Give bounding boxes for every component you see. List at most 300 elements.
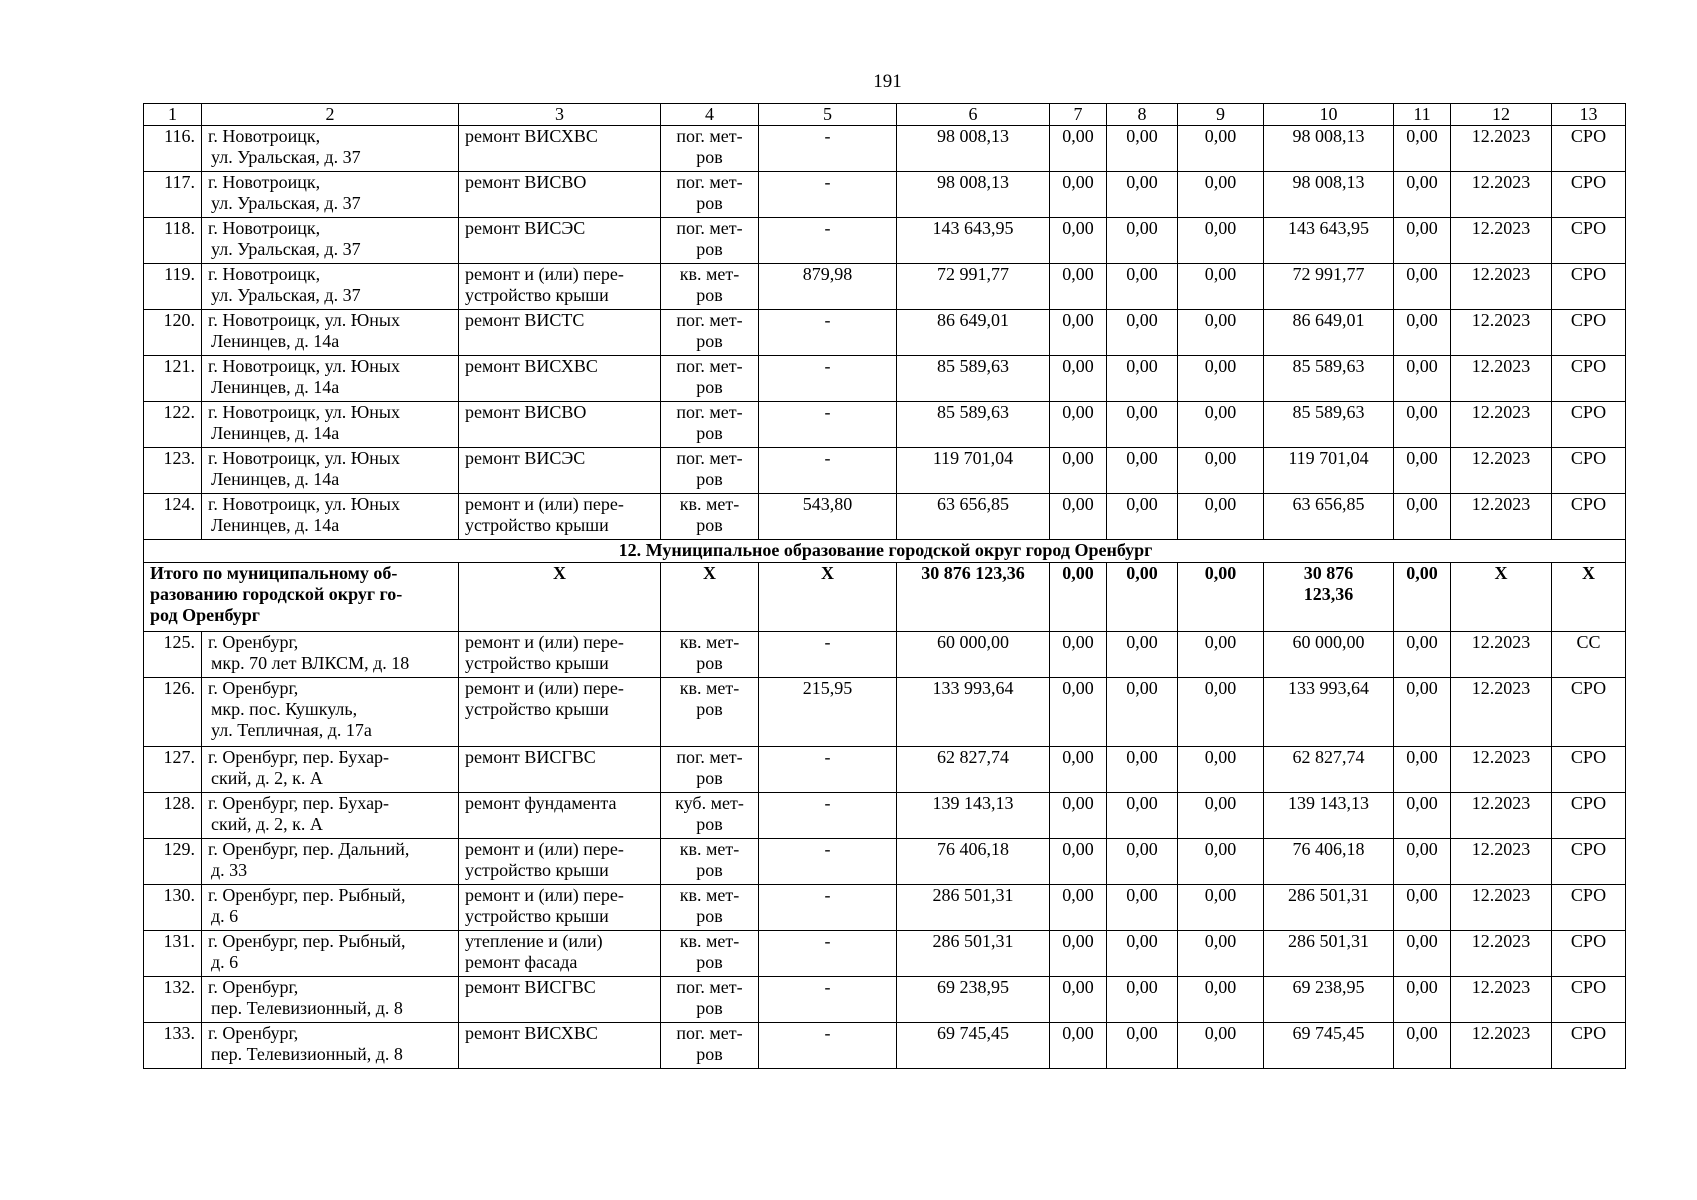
work-type-cell (459, 839, 661, 885)
work-type-cell-line: ремонт и (или) пере- (465, 632, 624, 652)
row-number: 123. (144, 448, 202, 494)
address-cell-line: ский, д. 2, к. А (211, 768, 323, 788)
unit-cell-line: ров (696, 1044, 723, 1064)
col-8-cell: 0,00 (1107, 494, 1178, 540)
unit-cell-line: пог. мет- (676, 448, 743, 468)
col-11-cell: 0,00 (1394, 264, 1451, 310)
address-cell-line: пер. Телевизионный, д. 8 (211, 1044, 403, 1064)
col-8-cell: 0,00 (1107, 747, 1178, 793)
total-col-12: X (1451, 563, 1552, 632)
address-cell-line: г. Оренбург, (208, 1023, 299, 1043)
work-type-cell-line: ремонт ВИСХВС (465, 1023, 598, 1043)
row-number: 119. (144, 264, 202, 310)
work-type-cell-line: ремонт фасада (465, 952, 578, 972)
unit-cell-line: ров (696, 147, 723, 167)
table-row (144, 632, 1626, 678)
work-type-cell (459, 218, 661, 264)
deadline-cell: 12.2023 (1451, 747, 1552, 793)
unit-cell (661, 839, 759, 885)
total-cost-cell: 98 008,13 (897, 172, 1050, 218)
table-row (144, 448, 1626, 494)
table-row (144, 494, 1626, 540)
address-cell (202, 356, 459, 402)
volume-cell: - (759, 931, 897, 977)
deadline-cell: 12.2023 (1451, 793, 1552, 839)
unit-cell (661, 264, 759, 310)
col-8-cell: 0,00 (1107, 402, 1178, 448)
method-cell: СРО (1552, 402, 1626, 448)
work-type-cell-line: ремонт ВИСХВС (465, 356, 598, 376)
header-col-2: 2 (202, 104, 459, 126)
total-label-line: род Оренбург (150, 605, 260, 625)
unit-cell-line: ров (696, 423, 723, 443)
address-cell-line: ул. Уральская, д. 37 (211, 147, 361, 167)
total-cost-cell: 85 589,63 (897, 402, 1050, 448)
col-7-cell: 0,00 (1050, 931, 1107, 977)
volume-cell: - (759, 632, 897, 678)
address-cell-line: ул. Тепличная, д. 17а (211, 720, 372, 740)
deadline-cell: 12.2023 (1451, 839, 1552, 885)
repair-program-table (143, 103, 1626, 1069)
volume-cell: 879,98 (759, 264, 897, 310)
unit-cell (661, 793, 759, 839)
total-col-9: 0,00 (1178, 563, 1264, 632)
work-type-cell-line: утепление и (или) (465, 931, 603, 951)
address-cell-line: д. 33 (211, 860, 248, 880)
method-cell: СРО (1552, 356, 1626, 402)
address-cell (202, 931, 459, 977)
deadline-cell: 12.2023 (1451, 448, 1552, 494)
unit-cell-line: ров (696, 952, 723, 972)
header-col-6: 6 (897, 104, 1050, 126)
method-cell: СРО (1552, 747, 1626, 793)
address-cell-line: г. Новотроицк, ул. Юных (208, 402, 401, 422)
col-7-cell: 0,00 (1050, 356, 1107, 402)
method-cell: СРО (1552, 678, 1626, 747)
page-number: 191 (873, 71, 902, 92)
deadline-cell: 12.2023 (1451, 678, 1552, 747)
total-col-13: X (1552, 563, 1626, 632)
col-10-cell: 133 993,64 (1264, 678, 1394, 747)
col-11-cell: 0,00 (1394, 172, 1451, 218)
address-cell-line: г. Оренбург, (208, 678, 299, 698)
unit-cell-line: пог. мет- (676, 977, 743, 997)
work-type-cell (459, 126, 661, 172)
work-type-cell-line: ремонт ВИСХВС (465, 126, 598, 146)
work-type-cell (459, 264, 661, 310)
col-11-cell: 0,00 (1394, 747, 1451, 793)
total-cost-cell: 98 008,13 (897, 126, 1050, 172)
col-10-cell: 76 406,18 (1264, 839, 1394, 885)
unit-cell (661, 977, 759, 1023)
unit-cell-line: ров (696, 906, 723, 926)
row-number: 127. (144, 747, 202, 793)
unit-cell-line: ров (696, 653, 723, 673)
header-col-1: 1 (144, 104, 202, 126)
method-cell: СРО (1552, 126, 1626, 172)
address-cell (202, 448, 459, 494)
work-type-cell-line: ремонт ВИСЭС (465, 448, 586, 468)
method-cell: СРО (1552, 839, 1626, 885)
total-col-4: X (661, 563, 759, 632)
col-9-cell: 0,00 (1178, 402, 1264, 448)
method-cell: СС (1552, 632, 1626, 678)
address-cell-line: мкр. 70 лет ВЛКСМ, д. 18 (211, 653, 410, 673)
unit-cell (661, 885, 759, 931)
address-cell-line: ский, д. 2, к. А (211, 814, 323, 834)
col-9-cell: 0,00 (1178, 747, 1264, 793)
table-body (144, 104, 1626, 1069)
address-cell-line: пер. Телевизионный, д. 8 (211, 998, 403, 1018)
address-cell (202, 494, 459, 540)
volume-cell: - (759, 126, 897, 172)
unit-cell-line: кв. мет- (679, 494, 740, 514)
header-col-13: 13 (1552, 104, 1626, 126)
unit-cell (661, 931, 759, 977)
col-7-cell: 0,00 (1050, 126, 1107, 172)
volume-cell: - (759, 885, 897, 931)
header-col-3: 3 (459, 104, 661, 126)
unit-cell-line: ров (696, 469, 723, 489)
address-cell-line: г. Оренбург, пер. Бухар- (208, 747, 390, 767)
col-11-cell: 0,00 (1394, 356, 1451, 402)
col-7-cell: 0,00 (1050, 402, 1107, 448)
total-col-3: X (459, 563, 661, 632)
volume-cell: - (759, 310, 897, 356)
col-10-cell: 63 656,85 (1264, 494, 1394, 540)
col-11-cell: 0,00 (1394, 402, 1451, 448)
col-11-cell: 0,00 (1394, 931, 1451, 977)
total-cost-cell: 85 589,63 (897, 356, 1050, 402)
total-cost-cell: 133 993,64 (897, 678, 1050, 747)
col-11-cell: 0,00 (1394, 839, 1451, 885)
volume-cell: - (759, 839, 897, 885)
work-type-cell-line: ремонт ВИСТС (465, 310, 585, 330)
address-cell (202, 218, 459, 264)
row-number: 116. (144, 126, 202, 172)
header-col-10: 10 (1264, 104, 1394, 126)
col-10-cell: 98 008,13 (1264, 126, 1394, 172)
total-cost-cell: 76 406,18 (897, 839, 1050, 885)
col-11-cell: 0,00 (1394, 977, 1451, 1023)
work-type-cell-line: ремонт и (или) пере- (465, 839, 624, 859)
col-10-cell: 119 701,04 (1264, 448, 1394, 494)
volume-cell: - (759, 977, 897, 1023)
col-9-cell: 0,00 (1178, 931, 1264, 977)
unit-cell (661, 448, 759, 494)
address-cell-line: г. Новотроицк, ул. Юных (208, 494, 401, 514)
address-cell-line: г. Оренбург, (208, 977, 299, 997)
address-cell-line: г. Новотроицк, (208, 126, 321, 146)
col-10-cell: 286 501,31 (1264, 885, 1394, 931)
deadline-cell: 12.2023 (1451, 172, 1552, 218)
unit-cell (661, 747, 759, 793)
method-cell: СРО (1552, 1023, 1626, 1069)
method-cell: СРО (1552, 494, 1626, 540)
col-9-cell: 0,00 (1178, 1023, 1264, 1069)
table-row (144, 747, 1626, 793)
total-col-7: 0,00 (1050, 563, 1107, 632)
address-cell-line: г. Оренбург, пер. Бухар- (208, 793, 390, 813)
address-cell (202, 678, 459, 747)
table-row (144, 793, 1626, 839)
address-cell-line: г. Оренбург, (208, 632, 299, 652)
unit-cell-line: ров (696, 193, 723, 213)
col-8-cell: 0,00 (1107, 793, 1178, 839)
address-cell-line: г. Оренбург, пер. Рыбный, (208, 931, 406, 951)
row-number: 117. (144, 172, 202, 218)
row-number: 118. (144, 218, 202, 264)
col-11-cell: 0,00 (1394, 448, 1451, 494)
header-col-11: 11 (1394, 104, 1451, 126)
address-cell-line: г. Новотроицк, ул. Юных (208, 356, 401, 376)
col-11-cell: 0,00 (1394, 632, 1451, 678)
table-row (144, 678, 1626, 747)
total-cost-cell: 63 656,85 (897, 494, 1050, 540)
col-11-cell: 0,00 (1394, 793, 1451, 839)
col-11-cell: 0,00 (1394, 1023, 1451, 1069)
header-col-12: 12 (1451, 104, 1552, 126)
address-cell-line: г. Оренбург, пер. Рыбный, (208, 885, 406, 905)
work-type-cell (459, 1023, 661, 1069)
method-cell: СРО (1552, 931, 1626, 977)
table-row (144, 264, 1626, 310)
total-col-6: 30 876 123,36 (897, 563, 1050, 632)
address-cell-line: ул. Уральская, д. 37 (211, 193, 361, 213)
col-8-cell: 0,00 (1107, 448, 1178, 494)
total-col-5: X (759, 563, 897, 632)
work-type-cell (459, 678, 661, 747)
col-8-cell: 0,00 (1107, 126, 1178, 172)
address-cell (202, 793, 459, 839)
deadline-cell: 12.2023 (1451, 931, 1552, 977)
table-row (144, 839, 1626, 885)
total-cost-cell: 143 643,95 (897, 218, 1050, 264)
unit-cell-line: пог. мет- (676, 1023, 743, 1043)
unit-cell-line: кв. мет- (679, 931, 740, 951)
volume-cell: - (759, 356, 897, 402)
col-10-cell: 286 501,31 (1264, 931, 1394, 977)
volume-cell: 543,80 (759, 494, 897, 540)
address-cell-line: Ленинцев, д. 14а (211, 515, 340, 535)
total-label-line: Итого по муниципальному об- (150, 563, 398, 583)
table-row (144, 218, 1626, 264)
unit-cell (661, 356, 759, 402)
unit-cell (661, 126, 759, 172)
work-type-cell (459, 885, 661, 931)
deadline-cell: 12.2023 (1451, 885, 1552, 931)
deadline-cell: 12.2023 (1451, 218, 1552, 264)
address-cell-line: мкр. пос. Кушкуль, (211, 699, 358, 719)
table-row (144, 977, 1626, 1023)
work-type-cell-line: ремонт ВИСВО (465, 172, 587, 192)
address-cell-line: Ленинцев, д. 14а (211, 377, 340, 397)
address-cell-line: д. 6 (211, 906, 239, 926)
deadline-cell: 12.2023 (1451, 494, 1552, 540)
col-10-cell: 86 649,01 (1264, 310, 1394, 356)
table-row (144, 1023, 1626, 1069)
header-col-8: 8 (1107, 104, 1178, 126)
col-9-cell: 0,00 (1178, 977, 1264, 1023)
deadline-cell: 12.2023 (1451, 310, 1552, 356)
volume-cell: - (759, 448, 897, 494)
work-type-cell (459, 172, 661, 218)
unit-cell-line: пог. мет- (676, 310, 743, 330)
work-type-cell-line: ремонт фундамента (465, 793, 617, 813)
row-number: 132. (144, 977, 202, 1023)
col-8-cell: 0,00 (1107, 1023, 1178, 1069)
address-cell-line: Ленинцев, д. 14а (211, 469, 340, 489)
row-number: 130. (144, 885, 202, 931)
col-7-cell: 0,00 (1050, 632, 1107, 678)
address-cell (202, 126, 459, 172)
method-cell: СРО (1552, 310, 1626, 356)
volume-cell: 215,95 (759, 678, 897, 747)
unit-cell-line: кв. мет- (679, 264, 740, 284)
address-cell-line: г. Новотроицк, (208, 218, 321, 238)
work-type-cell (459, 356, 661, 402)
total-cost-cell: 286 501,31 (897, 885, 1050, 931)
work-type-cell (459, 793, 661, 839)
total-cost-cell: 60 000,00 (897, 632, 1050, 678)
method-cell: СРО (1552, 448, 1626, 494)
col-7-cell: 0,00 (1050, 310, 1107, 356)
method-cell: СРО (1552, 793, 1626, 839)
row-number: 124. (144, 494, 202, 540)
unit-cell-line: пог. мет- (676, 356, 743, 376)
unit-cell (661, 1023, 759, 1069)
unit-cell (661, 310, 759, 356)
col-9-cell: 0,00 (1178, 839, 1264, 885)
unit-cell-line: пог. мет- (676, 402, 743, 422)
work-type-cell (459, 632, 661, 678)
col-9-cell: 0,00 (1178, 126, 1264, 172)
deadline-cell: 12.2023 (1451, 977, 1552, 1023)
unit-cell-line: пог. мет- (676, 172, 743, 192)
col-8-cell: 0,00 (1107, 839, 1178, 885)
total-cost-cell: 86 649,01 (897, 310, 1050, 356)
col-9-cell: 0,00 (1178, 494, 1264, 540)
unit-cell-line: кв. мет- (679, 839, 740, 859)
address-cell (202, 885, 459, 931)
total-cost-cell: 62 827,74 (897, 747, 1050, 793)
unit-cell (661, 494, 759, 540)
col-8-cell: 0,00 (1107, 218, 1178, 264)
method-cell: СРО (1552, 218, 1626, 264)
col-8-cell: 0,00 (1107, 931, 1178, 977)
unit-cell-line: ров (696, 768, 723, 788)
work-type-cell (459, 402, 661, 448)
address-cell (202, 310, 459, 356)
row-number: 128. (144, 793, 202, 839)
col-9-cell: 0,00 (1178, 448, 1264, 494)
address-cell-line: г. Новотроицк, ул. Юных (208, 448, 401, 468)
col-7-cell: 0,00 (1050, 977, 1107, 1023)
col-9-cell: 0,00 (1178, 793, 1264, 839)
table-row (144, 356, 1626, 402)
address-cell-line: г. Новотроицк, (208, 264, 321, 284)
table-row (144, 402, 1626, 448)
address-cell (202, 747, 459, 793)
work-type-cell-line: ремонт ВИСГВС (465, 747, 596, 767)
col-11-cell: 0,00 (1394, 126, 1451, 172)
unit-cell-line: ров (696, 814, 723, 834)
col-8-cell: 0,00 (1107, 264, 1178, 310)
col-10-cell: 62 827,74 (1264, 747, 1394, 793)
col-11-cell: 0,00 (1394, 310, 1451, 356)
col-7-cell: 0,00 (1050, 218, 1107, 264)
total-row (144, 563, 1626, 632)
deadline-cell: 12.2023 (1451, 1023, 1552, 1069)
work-type-cell-line: ремонт и (или) пере- (465, 264, 624, 284)
col-7-cell: 0,00 (1050, 264, 1107, 310)
section-title: 12. Муниципальное образование городской округ город Оренбург (144, 540, 1626, 563)
address-cell (202, 402, 459, 448)
col-9-cell: 0,00 (1178, 632, 1264, 678)
unit-cell-line: ров (696, 699, 723, 719)
unit-cell-line: куб. мет- (675, 793, 744, 813)
unit-cell-line: кв. мет- (679, 632, 740, 652)
total-col-10-line: 123,36 (1303, 584, 1354, 604)
col-9-cell: 0,00 (1178, 172, 1264, 218)
total-label (144, 563, 459, 632)
unit-cell-line: пог. мет- (676, 747, 743, 767)
method-cell: СРО (1552, 885, 1626, 931)
total-col-10-line: 30 876 (1303, 563, 1354, 583)
unit-cell-line: ров (696, 239, 723, 259)
col-7-cell: 0,00 (1050, 1023, 1107, 1069)
table-row (144, 931, 1626, 977)
row-number: 120. (144, 310, 202, 356)
col-8-cell: 0,00 (1107, 356, 1178, 402)
table-row (144, 126, 1626, 172)
total-cost-cell: 72 991,77 (897, 264, 1050, 310)
work-type-cell (459, 494, 661, 540)
row-number: 121. (144, 356, 202, 402)
col-11-cell: 0,00 (1394, 494, 1451, 540)
col-9-cell: 0,00 (1178, 264, 1264, 310)
unit-cell-line: кв. мет- (679, 885, 740, 905)
col-10-cell: 69 238,95 (1264, 977, 1394, 1023)
col-10-cell: 72 991,77 (1264, 264, 1394, 310)
work-type-cell-line: устройство крыши (465, 699, 609, 719)
volume-cell: - (759, 793, 897, 839)
col-7-cell: 0,00 (1050, 747, 1107, 793)
work-type-cell-line: устройство крыши (465, 860, 609, 880)
work-type-cell (459, 448, 661, 494)
work-type-cell-line: ремонт ВИСВО (465, 402, 587, 422)
total-cost-cell: 286 501,31 (897, 931, 1050, 977)
total-cost-cell: 119 701,04 (897, 448, 1050, 494)
volume-cell: - (759, 747, 897, 793)
deadline-cell: 12.2023 (1451, 356, 1552, 402)
address-cell (202, 172, 459, 218)
work-type-cell (459, 310, 661, 356)
unit-cell (661, 402, 759, 448)
unit-cell-line: ров (696, 377, 723, 397)
deadline-cell: 12.2023 (1451, 126, 1552, 172)
total-col-11: 0,00 (1394, 563, 1451, 632)
address-cell (202, 977, 459, 1023)
address-cell-line: Ленинцев, д. 14а (211, 423, 340, 443)
col-10-cell: 85 589,63 (1264, 402, 1394, 448)
volume-cell: - (759, 402, 897, 448)
work-type-cell-line: устройство крыши (465, 906, 609, 926)
col-10-cell: 98 008,13 (1264, 172, 1394, 218)
work-type-cell (459, 977, 661, 1023)
row-number: 133. (144, 1023, 202, 1069)
volume-cell: - (759, 218, 897, 264)
